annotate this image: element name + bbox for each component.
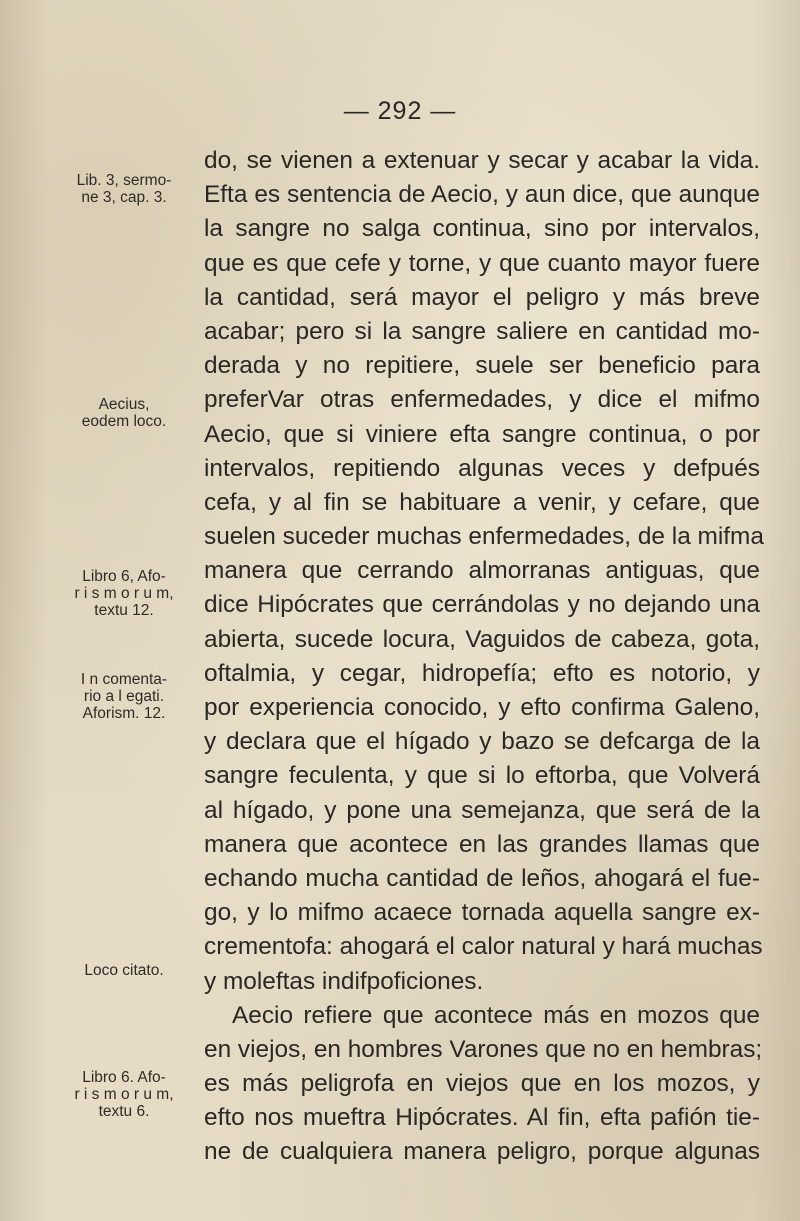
text-line: intervalos, repitiendo algunas veces y defpués xyxy=(204,454,760,482)
text-line: crementofa: ahogará el calor natural y hará muchas xyxy=(204,933,763,961)
margin-note-line: textu 6. xyxy=(98,1103,150,1120)
text-line: y moleftas indifpoficiones. xyxy=(204,967,484,995)
text-line: dice Hipócrates que cerrándolas y no dejando una xyxy=(204,591,760,619)
margin-note-line: rio a l egati. xyxy=(83,688,165,705)
text-line: Aecio, que si viniere efta sangre continua, o por xyxy=(204,420,760,448)
margin-note-libro-6-textu-12 xyxy=(60,568,188,619)
text-line: manera que cerrando almorranas antiguas, que xyxy=(204,557,760,585)
text-line: la cantidad, será mayor el peligro y más breve xyxy=(204,283,760,311)
body-text xyxy=(204,144,764,1170)
text-line: do, se vienen a extenuar y secar y acabar la vida. xyxy=(204,147,760,174)
text-line: y declara que el hígado y bazo se defcarga de la xyxy=(204,728,760,756)
margin-note-line: textu 12. xyxy=(94,602,154,619)
margin-note-line: Loco citato. xyxy=(84,962,164,979)
text-line: Aecio refiere que acontece más en mozos que xyxy=(232,1001,760,1029)
margin-note-line: eodem loco. xyxy=(81,413,167,430)
text-line: por experiencia conocido, y efto confirma Galeno, xyxy=(204,694,760,721)
text-line: cefa, y al fin se habituare a venir, y cefare, que xyxy=(204,488,760,516)
margin-note-line: I n comenta- xyxy=(80,671,168,688)
text-line: suelen suceder muchas enfermedades, de la mifma xyxy=(204,523,764,551)
margin-note-loco-citato xyxy=(60,962,188,979)
text-line: derada y no repitiere, suele ser beneficio para xyxy=(204,352,760,380)
margin-note-line: r i s m o r u m, xyxy=(74,585,174,602)
margin-note-comentario xyxy=(60,671,188,722)
text-line: al hígado, y pone una semejanza, que será de la xyxy=(204,796,760,824)
text-line: go, y lo mifmo acaece tornada aquella sangre ex- xyxy=(204,899,760,927)
margin-note-line: Libro 6. Afo- xyxy=(82,1069,166,1086)
text-line: la sangre no salga continua, sino por intervalos, xyxy=(204,215,760,243)
margin-note-line: ne 3, cap. 3. xyxy=(81,189,167,206)
margin-note-line: Libro 6, Afo- xyxy=(82,568,166,585)
margin-note-aecius xyxy=(60,396,188,430)
paragraph-2 xyxy=(204,999,763,1170)
text-line: que es que cefe y torne, y que cuanto mayor fuere xyxy=(204,249,760,277)
text-line: preferVar otras enfermedades, y dice el mifmo xyxy=(204,386,760,414)
page-number: — 292 — xyxy=(343,97,457,125)
margin-note-line: Aecius, xyxy=(98,396,150,413)
text-line: en viejos, en hombres Varones que no en hembras; xyxy=(204,1035,763,1063)
text-line: Efta es sentencia de Aecio, y aun dice, que aunque xyxy=(204,181,760,209)
margin-note-libro-6-textu-6 xyxy=(60,1069,188,1120)
margin-note-line: r i s m o r u m, xyxy=(74,1086,174,1103)
text-line: manera que acontece en las grandes llamas que xyxy=(204,830,760,858)
text-line: efto nos mueftra Hipócrates. Al fin, efta pafión tie- xyxy=(204,1104,760,1132)
paragraph-1 xyxy=(204,144,764,999)
text-line: echando mucha cantidad de leños, ahogará el fue- xyxy=(204,864,760,892)
margin-note-lib-3 xyxy=(60,172,188,206)
text-line: ne de cualquiera manera peligro, porque algunas xyxy=(204,1138,760,1166)
margin-note-line: Lib. 3, sermo- xyxy=(76,172,172,189)
text-line: acabar; pero si la sangre saliere en cantidad mo- xyxy=(204,317,760,345)
margin-note-line: Aforism. 12. xyxy=(82,705,166,722)
text-line: abierta, sucede locura, Vaguidos de cabeza, gota, xyxy=(204,625,760,653)
text-line: sangre feculenta, y que si lo eftorba, que Volverá xyxy=(204,762,760,790)
text-line: es más peligrofa en viejos que en los mozos, y xyxy=(204,1070,760,1098)
text-line: oftalmia, y cegar, hidropefía; efto es notorio, y xyxy=(204,659,760,687)
